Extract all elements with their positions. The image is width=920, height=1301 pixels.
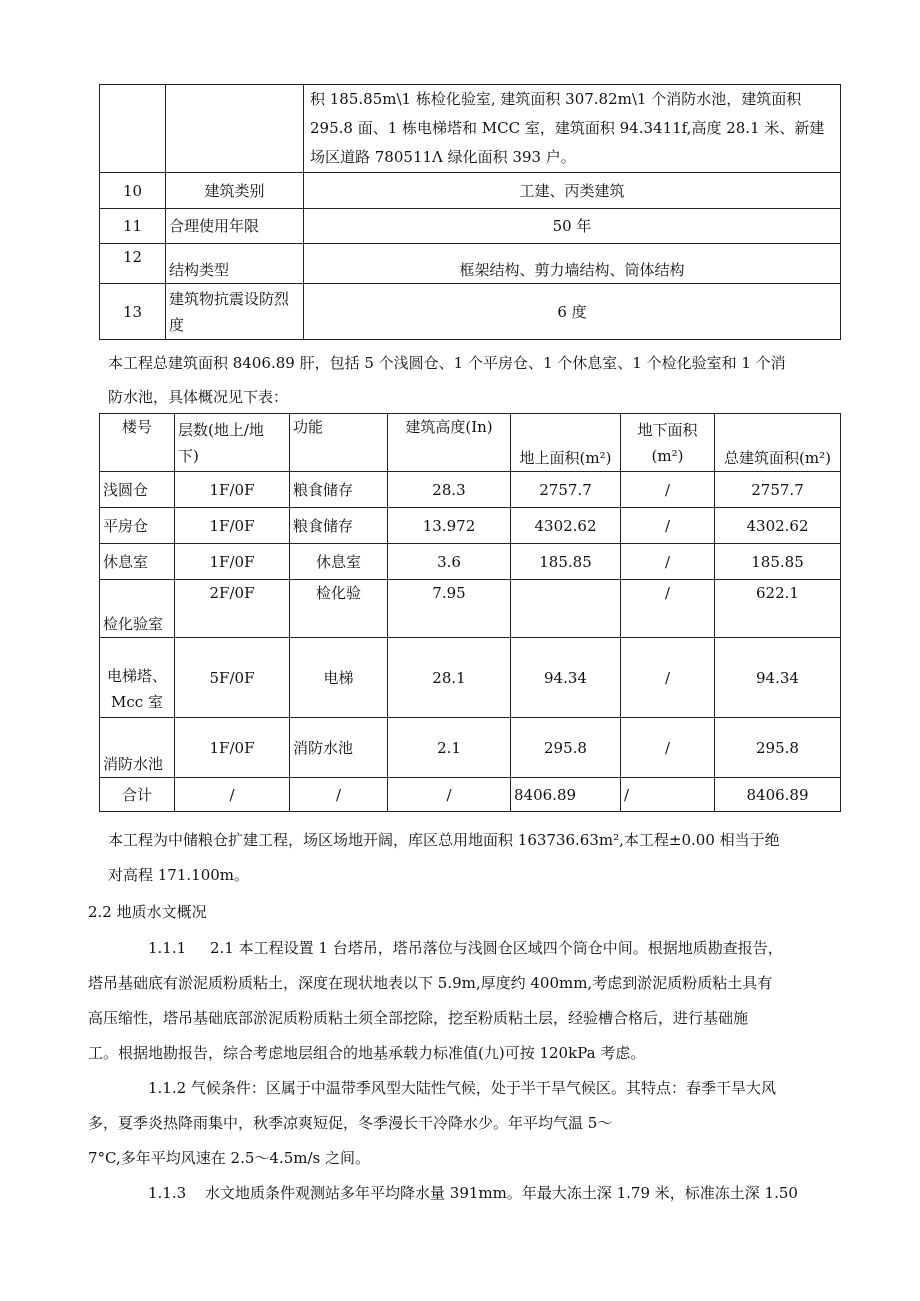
total-area: 295.8 [715, 718, 841, 778]
table-row [100, 508, 841, 544]
height: 28.3 [388, 472, 511, 508]
row-number: 12 [100, 244, 166, 284]
below-area: / [621, 638, 715, 718]
table-row [100, 244, 841, 284]
description-line: 295.8 面、1 栋电梯塔和 MCC 室，建筑面积 94.3411f,高度 28.1 米、新建 [310, 119, 825, 137]
above-area: 2757.7 [511, 472, 621, 508]
climate-paragraph-line: 7°C,多年平均风速在 2.5～4.5m/s 之间。 [88, 1149, 370, 1167]
above-area [511, 580, 621, 638]
building-name: 浅圆仓 [100, 472, 175, 508]
function: 检化验 [290, 580, 388, 638]
row-value: 框架结构、剪力墙结构、筒体结构 [304, 244, 841, 284]
height: 28.1 [388, 638, 511, 718]
cell-empty [100, 85, 166, 173]
description-line: 积 185.85m\1 栋检化验室, 建筑面积 307.82m\1 个消防水池，建筑面积 [310, 90, 802, 108]
total-area: 2757.7 [715, 472, 841, 508]
header-floors [175, 414, 290, 472]
row-value: 6 度 [304, 284, 841, 340]
row-item: 结构类型 [166, 244, 304, 284]
table-row [100, 472, 841, 508]
below-area: / [621, 580, 715, 638]
height: 3.6 [388, 544, 511, 580]
project-info-table [99, 84, 841, 340]
above-area: 4302.62 [511, 508, 621, 544]
site-paragraph-line: 本工程为中储粮仓扩建工程，场区场地开阔，库区总用地面积 163736.63m²,本工程±0.00 相当于绝 [108, 831, 780, 849]
height: 7.95 [388, 580, 511, 638]
header-floors-line: 层数(地上/地 [178, 420, 264, 439]
function: 粮食储存 [290, 508, 388, 544]
total-label: 合计 [100, 778, 175, 812]
function: 电梯 [290, 638, 388, 718]
building-name [100, 638, 175, 718]
above-area: 295.8 [511, 718, 621, 778]
floors: 1F/0F [175, 544, 290, 580]
header-height: 建筑高度(In) [388, 414, 511, 472]
height: 2.1 [388, 718, 511, 778]
floors: 2F/0F [175, 580, 290, 638]
floors: 1F/0F [175, 472, 290, 508]
function: 消防水池 [290, 718, 388, 778]
table-row [100, 718, 841, 778]
header-row [100, 414, 841, 472]
section-heading: 2.2 地质水文概况 [88, 903, 207, 921]
below-area: / [621, 544, 715, 580]
continued-description [304, 85, 841, 173]
function: / [290, 778, 388, 812]
total-area: 8406.89 [715, 778, 841, 812]
geo-paragraph-line: 2.1 本工程设置 1 台塔吊，塔吊落位与浅圆仓区域四个筒仓中间。根据地质勘查报告， [210, 939, 783, 957]
row-item: 合理使用年限 [166, 209, 304, 244]
above-area: 8406.89 [511, 778, 621, 812]
intro-line: 本工程总建筑面积 8406.89 肝，包括 5 个浅圆仓、1 个平房仓、1 个休息室、1 个检化验室和 1 个消 [108, 354, 786, 372]
total-area: 94.34 [715, 638, 841, 718]
building-summary-table [99, 413, 841, 812]
below-area: / [621, 508, 715, 544]
table-row [100, 209, 841, 244]
intro-line: 防水池，具体概况见下表： [108, 388, 289, 406]
below-area: / [621, 472, 715, 508]
above-area: 94.34 [511, 638, 621, 718]
building-name-line: Mcc 室 [111, 693, 163, 711]
table-row [100, 284, 841, 340]
floors: 1F/0F [175, 718, 290, 778]
total-row [100, 778, 841, 812]
row-item-line: 建筑物抗震设防烈 [169, 289, 290, 308]
table-row [100, 544, 841, 580]
site-paragraph-line: 对高程 171.100m。 [108, 866, 250, 884]
row-number: 10 [100, 173, 166, 209]
climate-paragraph-line: 1.1.2 气候条件：区属于中温带季风型大陆性气候，处于半干旱气候区。其特点：春季干旱大风 [148, 1079, 776, 1097]
total-area: 4302.62 [715, 508, 841, 544]
geo-paragraph-line: 工。根据地勘报告，综合考虑地层组合的地基承载力标准值(九)可按 120kPa 考虑。 [88, 1044, 646, 1062]
header-below-area [621, 414, 715, 472]
table-row [100, 173, 841, 209]
function: 休息室 [290, 544, 388, 580]
table-row [100, 638, 841, 718]
hydro-paragraph-line: 水文地质条件观测站多年平均降水量 391mm。年最大冻土深 1.79 米，标准冻土深 1.50 [205, 1184, 798, 1202]
floors: / [175, 778, 290, 812]
header-floors-line: 下) [178, 446, 199, 465]
row-value: 工建、丙类建筑 [304, 173, 841, 209]
header-function: 功能 [290, 414, 388, 472]
below-area: / [621, 778, 715, 812]
cell-empty [166, 85, 304, 173]
hydro-paragraph-number: 1.1.3 [148, 1184, 187, 1202]
floors: 1F/0F [175, 508, 290, 544]
geo-paragraph-line: 高压缩性，塔吊基础底部淤泥质粉质粘土须全部挖除，挖至粉质粘土层，经验槽合格后，进行基础施 [88, 1009, 749, 1027]
row-item [166, 284, 304, 340]
building-name-line: 电梯塔、 [106, 667, 167, 685]
geo-paragraph-line: 塔吊基础底有淤泥质粉质粘土，深度在现状地表以下 5.9m,厚度约 400mm,考虑到淤泥质粉质粘土具有 [88, 974, 773, 992]
header-building: 楼号 [100, 414, 175, 472]
description-line: 场区道路 780511Λ 绿化面积 393 户。 [310, 148, 576, 166]
height: 13.972 [388, 508, 511, 544]
above-area: 185.85 [511, 544, 621, 580]
row-item-line: 度 [169, 315, 185, 334]
total-area: 185.85 [715, 544, 841, 580]
row-number: 11 [100, 209, 166, 244]
row-value: 50 年 [304, 209, 841, 244]
function: 粮食储存 [290, 472, 388, 508]
climate-paragraph-line: 多，夏季炎热降雨集中，秋季凉爽短促，冬季漫长干冷降水少。年平均气温 5～ [88, 1114, 613, 1132]
building-name: 平房仓 [100, 508, 175, 544]
row-number: 13 [100, 284, 166, 340]
total-area: 622.1 [715, 580, 841, 638]
geo-paragraph-number: 1.1.1 [148, 939, 187, 957]
floors: 5F/0F [175, 638, 290, 718]
building-name: 休息室 [100, 544, 175, 580]
table-row [100, 580, 841, 638]
header-below-line: 地下面积 [637, 420, 698, 439]
header-below-line: (m²) [651, 446, 684, 465]
header-total-area: 总建筑面积(m²) [715, 414, 841, 472]
below-area: / [621, 718, 715, 778]
building-name: 消防水池 [100, 718, 175, 778]
header-above-area: 地上面积(m²) [511, 414, 621, 472]
row-item: 建筑类别 [166, 173, 304, 209]
building-name: 检化验室 [100, 580, 175, 638]
height: / [388, 778, 511, 812]
